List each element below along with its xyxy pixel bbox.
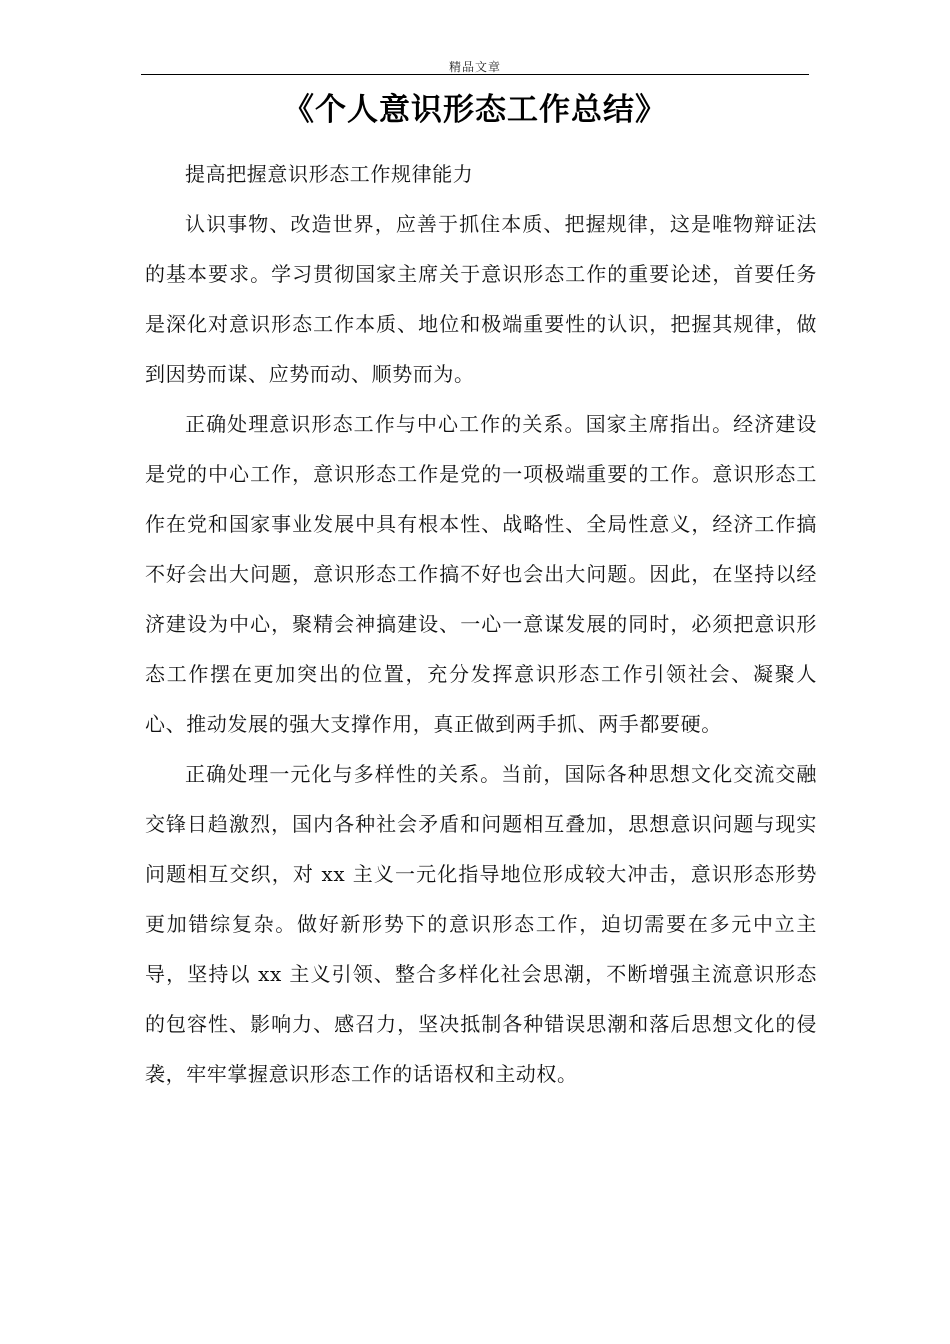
paragraph: 正确处理一元化与多样性的关系。当前，国际各种思想文化交流交融交锋日趋激烈，国内各种社会矛盾和问题相互叠加，思想意识问题与现实问题相互交织，对 xx 主义一元化指导地位形成较大冲击，意识形态形势更加错综复杂。做好新形势下的意识形态工作，迫切需要在多元中立主导，坚持以 xx 主义引领、整合多样化社会思潮，不断增强主流意识形态的包容性、影响力、感召力，坚决抵制各种错误思潮和落后思想文化的侵袭，牢牢掌握意识形态工作的话语权和主动权。 xyxy=(145,762,817,1086)
paragraph-subheading: 提高把握意识形态工作规律能力 xyxy=(185,162,474,186)
paragraph: 正确处理意识形态工作与中心工作的关系。国家主席指出。经济建设是党的中心工作，意识形态工作是党的一项极端重要的工作。意识形态工作在党和国家事业发展中具有根本性、战略性、全局性意义，经济工作搞不好会出大问题，意识形态工作搞不好也会出大问题。因此，在坚持以经济建设为中心，聚精会神搞建设、一心一意谋发展的同时，必须把意识形态工作摆在更加突出的位置，充分发挥意识形态工作引领社会、凝聚人心、推动发展的强大支撑作用，真正做到两手抓、两手都要硬。 xyxy=(145,412,817,736)
page-header xyxy=(141,56,809,75)
document-title: 《个人意识形态工作总结》 xyxy=(283,92,667,128)
paragraph: 认识事物、改造世界，应善于抓住本质、把握规律，这是唯物辩证法的基本要求。学习贯彻国家主席关于意识形态工作的重要论述，首要任务是深化对意识形态工作本质、地位和极端重要性的认识，把握其规律，做到因势而谋、应势而动、顺势而为。 xyxy=(145,212,817,386)
header-label: 精品文章 xyxy=(448,60,501,74)
document-body xyxy=(145,149,817,1099)
